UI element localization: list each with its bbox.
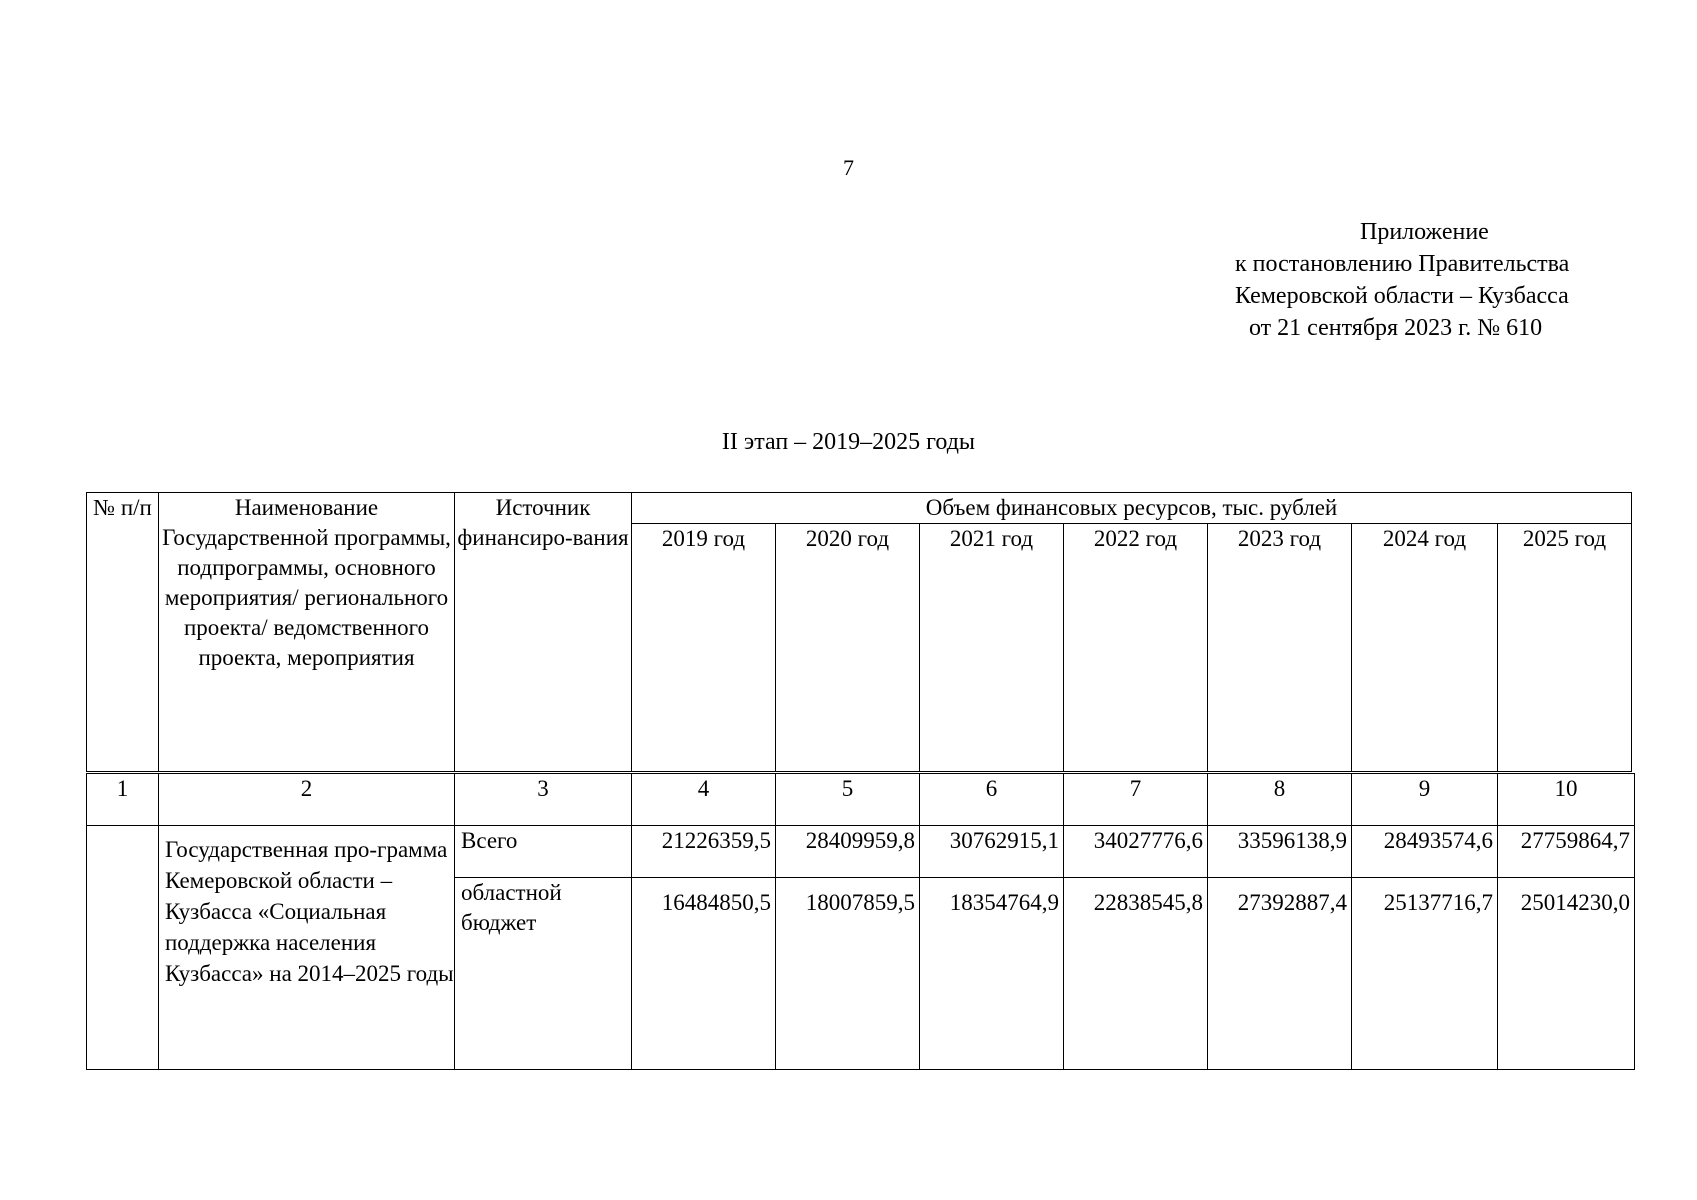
header-year: 2023 год	[1208, 524, 1352, 772]
stage-title: II этап – 2019–2025 годы	[721, 429, 976, 455]
column-number: 5	[776, 774, 920, 826]
funding-value: 28493574,6	[1352, 826, 1498, 878]
funding-value: 16484850,5	[632, 878, 776, 1070]
header-source: Источник финансиро-вания	[455, 493, 632, 772]
funding-value: 22838545,8	[1064, 878, 1208, 1070]
column-number: 6	[920, 774, 1064, 826]
header-volume: Объем финансовых ресурсов, тыс. рублей	[632, 493, 1632, 524]
header-number: № п/п	[87, 493, 159, 772]
table-row	[87, 826, 1635, 878]
appendix-line-2: к постановлению Правительства	[1235, 251, 1570, 277]
program-name: Государственная про-грамма Кемеровской области – Кузбасса «Социальная поддержка населения Кузбасса» на 2014–2025 годы	[159, 826, 455, 1070]
column-number: 10	[1498, 774, 1635, 826]
funding-value: 27392887,4	[1208, 878, 1352, 1070]
header-year: 2022 год	[1064, 524, 1208, 772]
column-number: 9	[1352, 774, 1498, 826]
funding-value: 18007859,5	[776, 878, 920, 1070]
column-number: 3	[455, 774, 632, 826]
appendix-date: от 21 сентября 2023 г. № 610	[1249, 315, 1543, 341]
funding-value: 28409959,8	[776, 826, 920, 878]
header-year: 2020 год	[776, 524, 920, 772]
funding-value: 34027776,6	[1064, 826, 1208, 878]
funding-value: 30762915,1	[920, 826, 1064, 878]
funding-value: 33596138,9	[1208, 826, 1352, 878]
appendix-title: Приложение	[1360, 219, 1489, 245]
appendix-block	[1225, 216, 1665, 344]
funding-value: 21226359,5	[632, 826, 776, 878]
column-number: 1	[87, 774, 159, 826]
funding-value: 25137716,7	[1352, 878, 1498, 1070]
funding-value: 18354764,9	[920, 878, 1064, 1070]
header-year: 2024 год	[1352, 524, 1498, 772]
funding-source: Всего	[455, 826, 632, 878]
column-number: 2	[159, 774, 455, 826]
column-number: 7	[1064, 774, 1208, 826]
page-number: 7	[843, 155, 854, 180]
column-number: 4	[632, 774, 776, 826]
header-year: 2021 год	[920, 524, 1064, 772]
funding-value: 25014230,0	[1498, 878, 1635, 1070]
appendix-line-3: Кемеровской области – Кузбасса	[1235, 283, 1569, 309]
column-number: 8	[1208, 774, 1352, 826]
table-header	[86, 492, 1632, 772]
column-numbers-row	[87, 774, 1635, 826]
program-number	[87, 826, 159, 1070]
table-body	[86, 773, 1635, 1070]
header-year: 2019 год	[632, 524, 776, 772]
header-year: 2025 год	[1498, 524, 1632, 772]
funding-source: областной бюджет	[455, 878, 632, 1070]
funding-value: 27759864,7	[1498, 826, 1635, 878]
header-name: Наименование Государственной программы, подпрограммы, основного мероприятия/ регионального проекта/ ведомственного проекта, мероприятия	[159, 493, 455, 772]
